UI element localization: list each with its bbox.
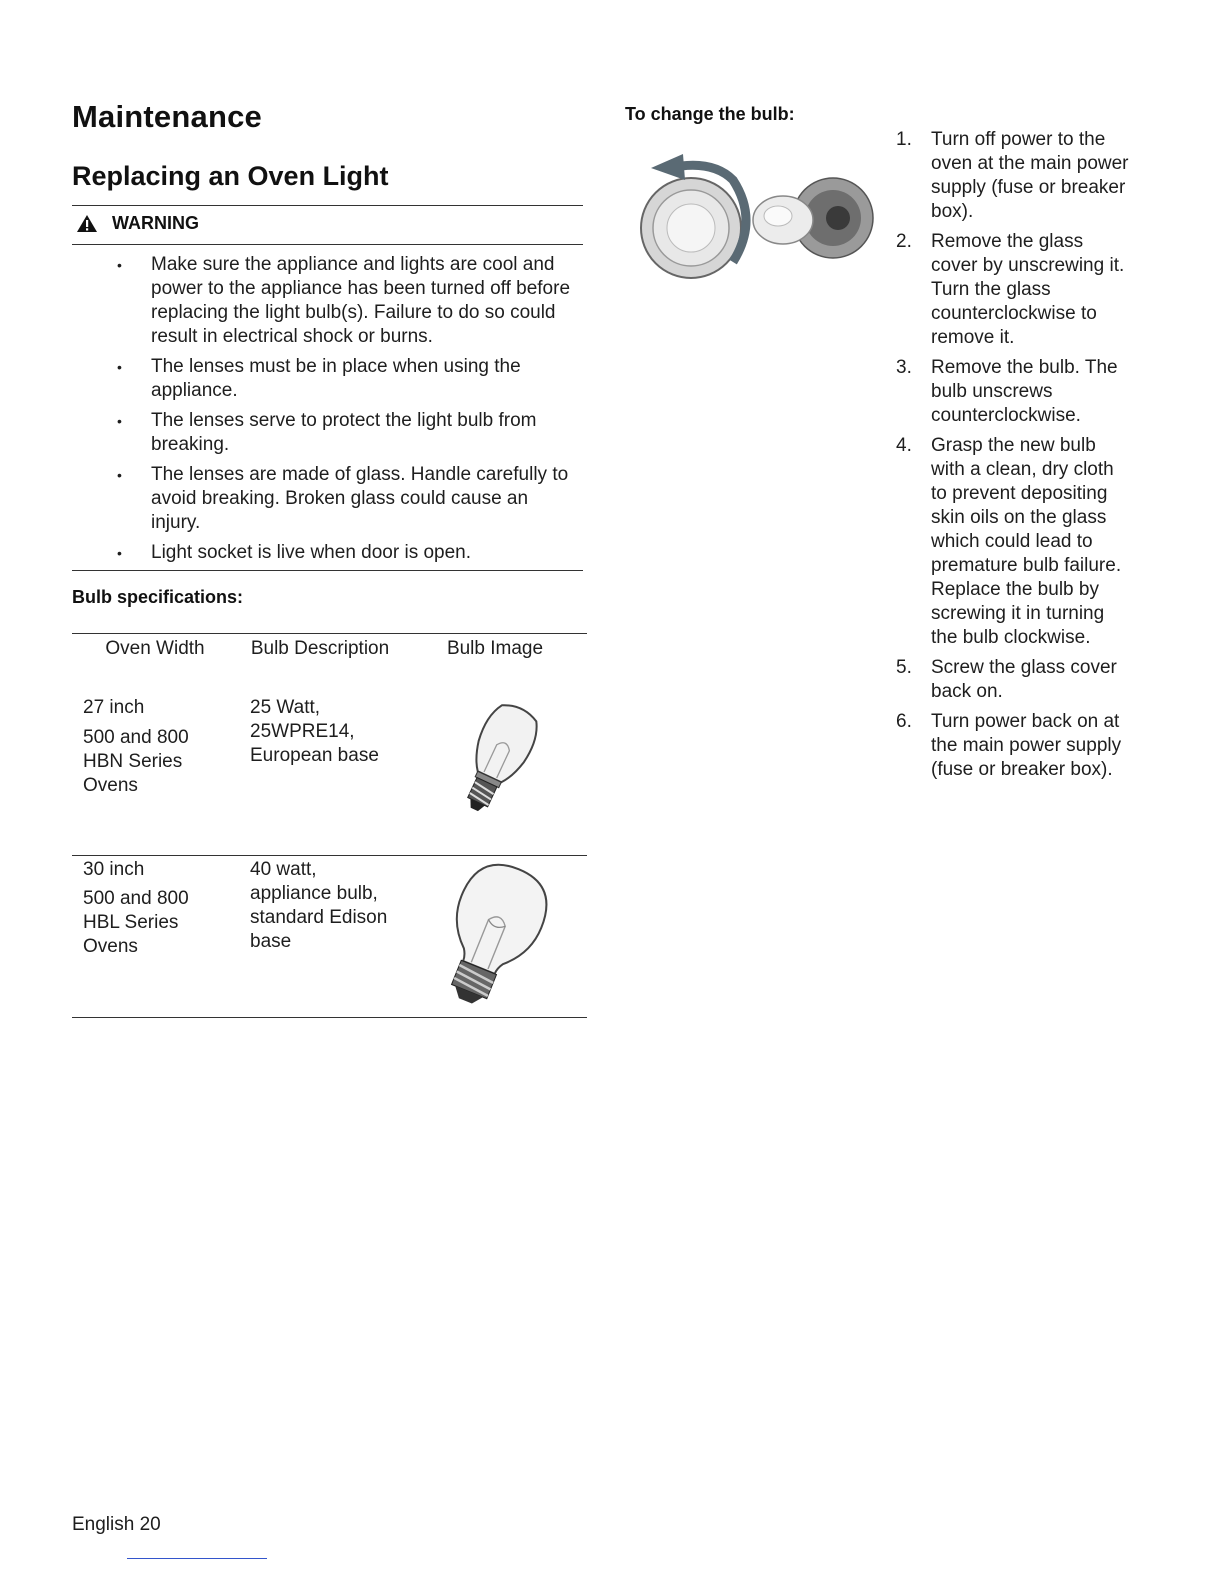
step-text: Grasp the new bulb with a clean, dry cloth to prevent depositing skin oils on the glass which could lead to premature bulb failure. Replace the bulb by screwing it in turning the bulb clockwise. <box>931 435 1122 648</box>
step-number: 2. <box>896 231 912 252</box>
table-cell-description: 40 watt, appliance bulb, standard Edison base <box>250 859 388 952</box>
step-text: Turn power back on at the main power supply (fuse or breaker box). <box>931 711 1122 780</box>
warning-header <box>76 213 199 234</box>
warning-triangle-icon <box>76 214 98 233</box>
step-item <box>896 128 1131 224</box>
step-text: Screw the glass cover back on. <box>931 657 1117 702</box>
table-top-rule <box>72 633 587 634</box>
warning-item: • The lenses serve to protect the light bulb from breaking. <box>117 409 577 457</box>
step-item <box>896 656 1131 704</box>
warning-list <box>117 253 577 571</box>
table-cell-series: 500 and 800 HBL Series Ovens <box>83 888 189 957</box>
step-number: 4. <box>896 435 912 456</box>
warning-item: • Make sure the appliance and lights are cool and power to the appliance has been turned off before replacing the light bulb(s). Failure to do so could result in electrical shock or burns. <box>117 253 577 349</box>
step-number: 3. <box>896 357 912 378</box>
warning-item: • The lenses are made of glass. Handle carefully to avoid breaking. Broken glass could cause an injury. <box>117 463 577 535</box>
step-text: Remove the glass cover by unscrewing it. Turn the glass counterclockwise to remove it. <box>931 231 1125 348</box>
step-item <box>896 356 1131 428</box>
page-title: Maintenance <box>72 99 262 134</box>
table-cell-width: 30 inch <box>83 859 145 880</box>
column-header-bulb-description: Bulb Description <box>250 638 390 659</box>
step-item <box>896 230 1131 350</box>
divider <box>72 205 583 206</box>
footer-rule <box>127 1558 267 1559</box>
step-item <box>896 710 1131 782</box>
warning-label: WARNING <box>112 213 199 233</box>
step-number: 5. <box>896 657 912 678</box>
table-bottom-rule <box>72 1017 587 1018</box>
table-cell-width: 27 inch <box>83 697 145 718</box>
step-text: Remove the bulb. The bulb unscrews counterclockwise. <box>931 357 1118 426</box>
bulb-specs-heading: Bulb specifications: <box>72 587 244 607</box>
table-cell-description: 25 Watt, 25WPRE14, European base <box>250 697 379 766</box>
change-bulb-heading: To change the bulb: <box>625 104 795 124</box>
section-title: Replacing an Oven Light <box>72 161 389 191</box>
step-number: 6. <box>896 711 912 732</box>
step-number: 1. <box>896 129 912 150</box>
edison-bulb-icon <box>425 860 560 1010</box>
lens-unscrew-illustration <box>633 150 878 285</box>
table-row-rule <box>72 855 587 856</box>
column-header-oven-width: Oven Width <box>105 638 205 659</box>
column-header-bulb-image: Bulb Image <box>446 638 544 659</box>
warning-item: • Light socket is live when door is open. <box>117 541 577 565</box>
step-text: Turn off power to the oven at the main power supply (fuse or breaker box). <box>931 129 1129 222</box>
step-item <box>896 434 1131 650</box>
warning-item: • The lenses must be in place when using the appliance. <box>117 355 577 403</box>
divider <box>72 570 583 571</box>
european-bulb-icon <box>440 700 550 830</box>
change-bulb-steps <box>896 128 1131 788</box>
divider <box>72 244 583 245</box>
page-footer: English 20 <box>72 1514 161 1535</box>
table-cell-series: 500 and 800 HBN Series Ovens <box>83 727 189 796</box>
